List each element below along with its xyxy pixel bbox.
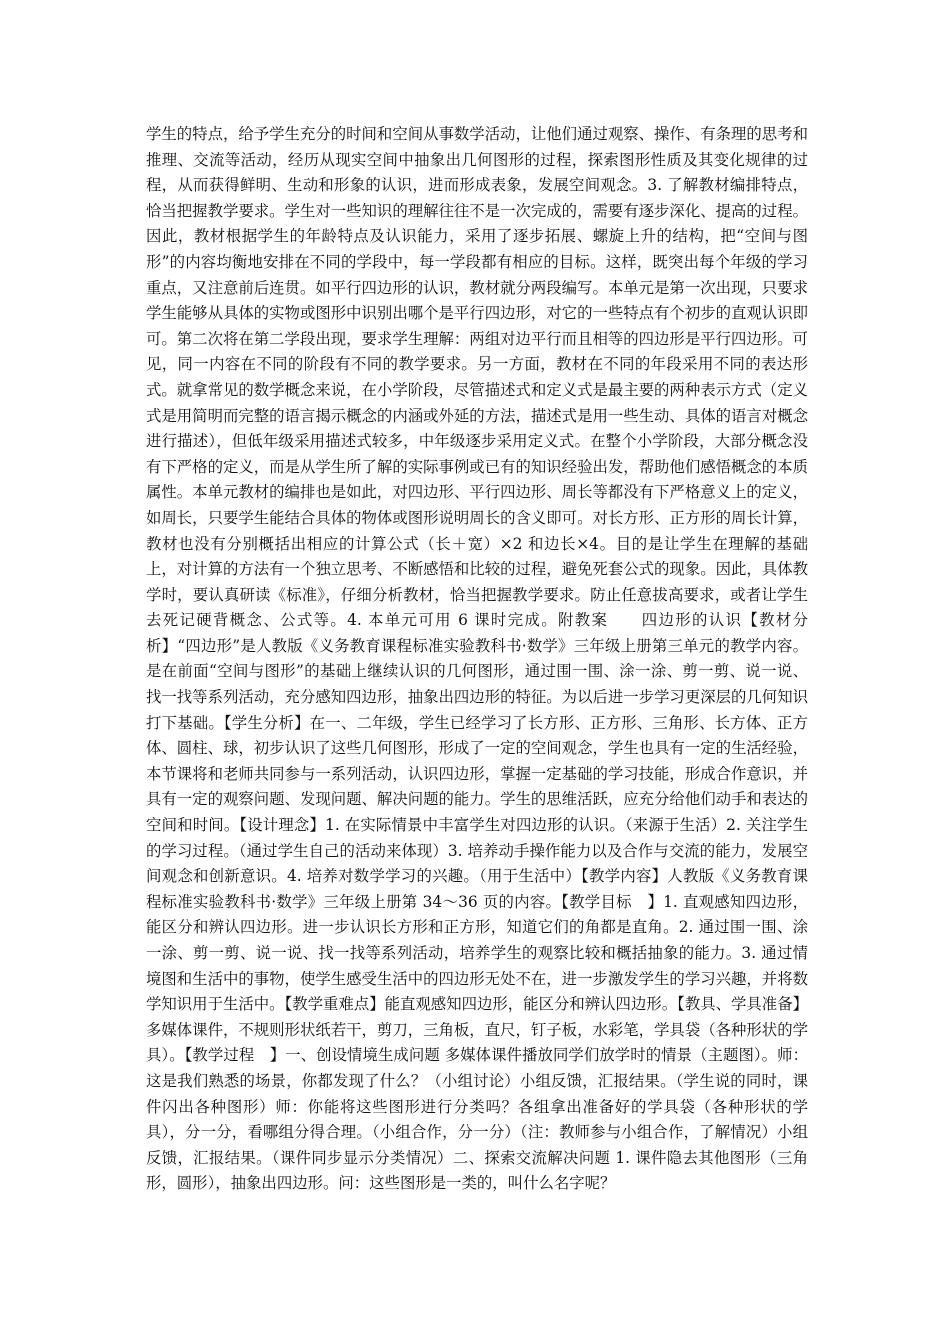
document-body-text: 学生的特点，给予学生充分的时间和空间从事数学活动，让他们通过观察、操作、有条理的思考和推理、交流等活动，经历从现实空间中抽象出几何图形的过程，探索图形性质及其变化规律的过程，从而获得鲜明、生动和形象的认识，进而形成表象，发展空间观念。3. 了解教材编排特点，恰当把握教学要求。学生对一些知识的理解往往不是一次完成的，需要有逐步深化、提高的过程。因此，教材根据学生的年龄特点及认识能力，采用了逐步拓展、螺旋上升的结构，把“空间与图形”的内容均衡地安排在不同的学段中，每一学段都有相应的目标。这样，既突出每个年级的学习重点，又注意前后连贯。如平行四边形的认识，教材就分两段编写。本单元是第一次出现，只要求学生能够从具体的实物或图形中识别出哪个是平行四边形，对它的一些特点有个初步的直观认识即可。第二次将在第二学段出现，要求学生理解：两组对边平行而且相等的四边形是平行四边形。可见，同一内容在不同的阶段有不同的教学要求。另一方面，教材在不同的年段采用不同的表达形式。就拿常见的数学概念来说，在小学阶段，尽管描述式和定义式是最主要的两种表示方式（定义式是用简明而完整的语言揭示概念的内涵或外延的方法，描述式是用一些生动、具体的语言对概念进行描述），但低年级采用描述式较多，中年级逐步采用定义式。在整个小学阶段，大部分概念没有下严格的定义，而是从学生所了解的实际事例或已有的知识经验出发，帮助他们感悟概念的本质属性。本单元教材的编排也是如此，对四边形、平行四边形、周长等都没有下严格意义上的定义，如周长，只要学生能结合具体的物体或图形说明周长的含义即可。对长方形、正方形的周长计算，教材也没有分别概括出相应的计算公式（长＋宽）×2 和边长×4。目的是让学生在理解的基础上，对计算的方法有一个独立思考、不断感悟和比较的过程，避免死套公式的现象。因此，具体教学时，要认真研读《标准》，仔细分析教材，恰当把握教学要求。防止任意拔高要求，或者让学生去死记硬背概念、公式等。4. 本单元可用 6 课时完成。附教案 四边形的认识【教材分析】“四边形”是人教版《义务教育课程标准实验教科书·数学》三年级上册第三单元的教学内容。是在前面“空间与图形”的基础上继续认识的几何图形，通过围一围、涂一涂、剪一剪、说一说、找一找等系列活动，充分感知四边形，抽象出四边形的特征。为以后进一步学习更深层的几何知识打下基础。【学生分析】在一、二年级，学生已经学习了长方形、正方形、三角形、长方体、正方体、圆柱、球，初步认识了这些几何图形，形成了一定的空间观念，学生也具有一定的生活经验，本节课将和老师共同参与一系列活动，认识四边形，掌握一定基础的学习技能，形成合作意识，并具有一定的观察问题、发现问题、解决问题的能力。学生的思维活跃，应充分给他们动手和表达的空间和时间。【设计理念】1. 在实际情景中丰富学生对四边形的认识。（来源于生活）2. 关注学生的学习过程。（通过学生自己的活动来体现）3. 培养动手操作能力以及合作与交流的能力，发展空间观念和创新意识。4. 培养对数学学习的兴趣。（用于生活中）【教学内容】人教版《义务教育课程标准实验教科书·数学》三年级上册第 34～36 页的内容。【教学目标 】1. 直观感知四边形，能区分和辨认四边形。进一步认识长方形和正方形，知道它们的角都是直角。2. 通过围一围、涂一涂、剪一剪、说一说、找一找等系列活动，培养学生的观察比较和概括抽象的能力。3. 通过情境图和生活中的事物，使学生感受生活中的四边形无处不在，进一步激发学生的学习兴趣，并将数学知识用于生活中。【教学重难点】能直观感知四边形，能区分和辨认四边形。【教具、学具准备】多媒体课件，不规则形状纸若干，剪刀，三角板，直尺，钉子板，水彩笔，学具袋（各种形状的学具）。【教学过程 】一、创设情境生成问题 多媒体课件播放同学们放学时的情景（主题图）。师：这是我们熟悉的场景，你都发现了什么？（小组讨论）小组反馈，汇报结果。（学生说的同时，课件闪出各种图形）师：你能将这些图形进行分类吗？各组拿出准备好的学具袋（各种形状的学具），分一分，看哪组分得合理。（小组合作，分一分）（注：教师参与小组合作，了解情况）小组反馈，汇报结果。（课件同步显示分类情况）二、探索交流解决问题 1. 课件隐去其他图形（三角形，圆形），抽象出四边形。问：这些图形是一类的，叫什么名字呢？ — [146, 125, 808, 1193]
